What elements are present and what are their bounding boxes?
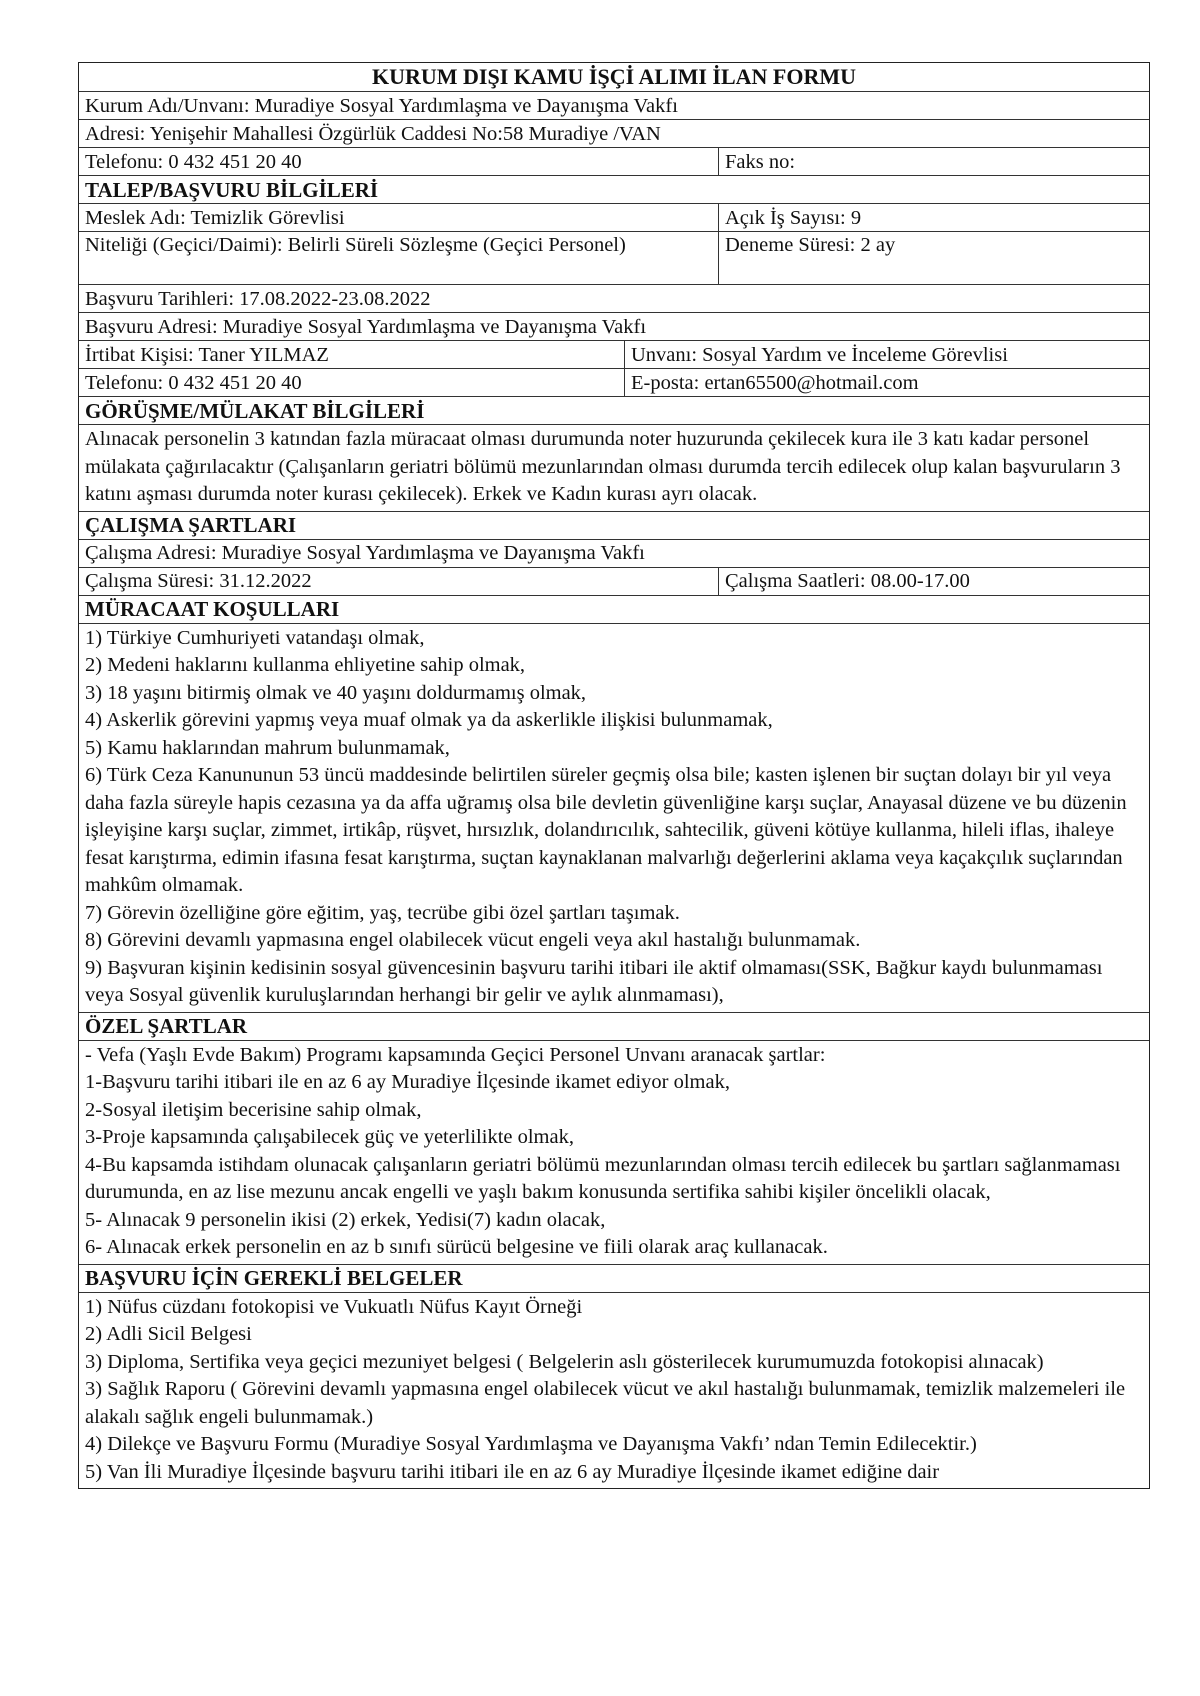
conditions-row [79, 624, 1149, 1013]
special-item: 4-Bu kapsamda istihdam olunacak çalışanların geriatri bölümü mezunlarından olması tercih edilecek bu şartları sağlanmaması durumunda, en az lise mezunu ancak engelli ve yaşlı bakım konusunda sertifika sahibi kişiler öncelikli olacak, [85, 1153, 1121, 1203]
document-item: 1) Nüfus cüzdanı fotokopisi ve Vukuatlı Nüfus Kayıt Örneği [85, 1295, 583, 1318]
special-item: 2-Sosyal iletişim becerisine sahip olmak, [85, 1098, 422, 1121]
address-row [79, 120, 1149, 148]
contact-phone-row [79, 369, 1149, 397]
special-item: 1-Başvuru tarihi itibari ile en az 6 ay Muradiye İlçesinde ikamet ediyor olmak, [85, 1071, 730, 1093]
probation-period: Deneme Süresi: 2 ay [718, 232, 1149, 284]
conditions-heading-row [79, 596, 1149, 624]
document-item: 5) Van İli Muradiye İlçesinde başvuru tarihi itibari ile en az 6 ay Muradiye İlçesinde ikamet ediğine dair [85, 1460, 940, 1483]
open-jobs-count: Açık İş Sayısı: 9 [718, 204, 1149, 231]
documents-list [79, 1293, 1149, 1489]
special-row [79, 1041, 1149, 1265]
institution-phone: Telefonu: 0 432 451 20 40 [85, 150, 302, 173]
dates-row [79, 285, 1149, 313]
special-item: - Vefa (Yaşlı Evde Bakım) Programı kapsamında Geçici Personel Unvanı aranacak şartlar: [85, 1043, 826, 1066]
employment-nature: Niteliği (Geçici/Daimi): Belirli Süreli Sözleşme (Geçici Personel) [85, 234, 626, 256]
application-address: Başvuru Adresi: Muradiye Sosyal Yardımlaşma ve Dayanışma Vakfı [85, 315, 647, 338]
apply-address-row [79, 313, 1149, 341]
application-heading: TALEP/BAŞVURU BİLGİLERİ [85, 177, 379, 202]
work-hours: Çalışma Saatleri: 08.00-17.00 [718, 568, 1149, 595]
special-heading-row [79, 1013, 1149, 1041]
phone-fax-row [79, 148, 1149, 176]
interview-heading: GÖRÜŞME/MÜLAKAT BİLGİLERİ [85, 398, 425, 423]
institution-row [79, 92, 1149, 120]
interview-heading-row [79, 397, 1149, 425]
condition-item: 3) 18 yaşını bitirmiş olmak ve 40 yaşını doldurmamış olmak, [85, 681, 587, 704]
documents-heading: BAŞVURU İÇİN GEREKLİ BELGELER [85, 1266, 463, 1290]
form-title-row [79, 63, 1149, 92]
contact-person: İrtibat Kişisi: Taner YILMAZ [85, 343, 329, 366]
condition-item: 6) Türk Ceza Kanununun 53 üncü maddesinde belirtilen süreler geçmiş olsa bile; kasten işlenen bir suçtan dolayı bir yıl veya daha fazla süreyle hapis cezasına ya da affa uğramış olsa bile devletin güvenliğine karşı suçlar, Anayasal düzene ve bu düzenin işleyişine karşı suçlar, zimmet, irtikâp, rüşvet, hırsızlık, dolandırıcılık, sahtecilik, güveni kötüye kullanma, hileli iflas, ihaleye fesat karıştırma, edimin ifasına fesat karıştırma, suçtan kaynaklanan malvarlığı değerlerini aklama veya kaçakçılık suçlarından mahkûm olmamak. [85, 764, 1127, 896]
condition-item: 1) Türkiye Cumhuriyeti vatandaşı olmak, [85, 626, 425, 649]
conditions-heading: MÜRACAAT KOŞULLARI [85, 597, 340, 621]
nature-row [79, 232, 1149, 285]
interview-row [79, 425, 1149, 512]
work-heading-row [79, 512, 1149, 540]
condition-item: 5) Kamu haklarından mahrum bulunmamak, [85, 736, 450, 759]
occupation-row [79, 204, 1149, 232]
condition-item: 7) Görevin özelliğine göre eğitim, yaş, tecrübe gibi özel şartları taşımak. [85, 901, 680, 924]
special-item: 6- Alınacak erkek personelin en az b sınıfı sürücü belgesine ve fiili olarak araç kullanacak. [85, 1236, 828, 1258]
document-item: 3) Diploma, Sertifika veya geçici mezuniyet belgesi ( Belgelerin aslı gösterilecek kurumumuzda fotokopisi alınacak) [85, 1350, 1044, 1373]
work-address: Çalışma Adresi: Muradiye Sosyal Yardımlaşma ve Dayanışma Vakfı [85, 542, 645, 564]
contact-phone: Telefonu: 0 432 451 20 40 [85, 371, 302, 394]
occupation-name: Meslek Adı: Temizlik Görevlisi [85, 206, 345, 229]
work-address-row [79, 540, 1149, 568]
condition-item: 9) Başvuran kişinin kedisinin sosyal güvencesinin başvuru tarihi itibari ile aktif olmaması(SSK, Bağkur kaydı bulunmaması veya Sosyal güvenlik kuruluşlarından herhangi bir gelir ve aylık alınmaması), [85, 956, 1103, 1006]
contact-row [79, 341, 1149, 369]
application-dates: Başvuru Tarihleri: 17.08.2022-23.08.2022 [85, 287, 431, 310]
condition-item: 4) Askerlik görevini yapmış veya muaf olmak ya da askerlikle ilişkisi bulunmamak, [85, 709, 773, 731]
contact-email: E-posta: ertan65500@hotmail.com [624, 369, 1149, 396]
documents-heading-row [79, 1265, 1149, 1293]
institution-address: Adresi: Yenişehir Mahallesi Özgürlük Caddesi No:58 Muradiye /VAN [85, 122, 661, 145]
document-item: 3) Sağlık Raporu ( Görevini devamlı yapmasına engel olabilecek vücut ve akıl hastalığı bulunmamak, temizlik malzemeleri ile alakalı sağlık engeli bulunmamak.) [85, 1378, 1126, 1428]
interview-text: Alınacak personelin 3 katından fazla müracaat olması durumunda noter huzurunda çekilecek kura ile 3 katı kadar personel mülakata çağırılacaktır (Çalışanların geriatri bölümü mezunlarından olması durumda tercih edilecek olup kalan başvuruların 3 katını aşması durumda noter kurası çekilecek). Erkek ve Kadın kurası ayrı olacak. [85, 428, 1121, 505]
institution-name: Kurum Adı/Unvanı: Muradiye Sosyal Yardımlaşma ve Dayanışma Vakfı [85, 94, 678, 117]
work-heading: ÇALIŞMA ŞARTLARI [85, 513, 297, 537]
work-duration-row [79, 568, 1149, 596]
institution-fax: Faks no: [718, 148, 1149, 175]
special-item: 3-Proje kapsamında çalışabilecek güç ve yeterlilikte olmak, [85, 1126, 574, 1148]
contact-title: Unvanı: Sosyal Yardım ve İnceleme Görevlisi [624, 341, 1149, 368]
document-item: 4) Dilekçe ve Başvuru Formu (Muradiye Sosyal Yardımlaşma ve Dayanışma Vakfı’ ndan Temin Edilecektir.) [85, 1433, 977, 1455]
application-heading-row [79, 176, 1149, 204]
special-heading: ÖZEL ŞARTLAR [85, 1014, 248, 1038]
special-item: 5- Alınacak 9 personelin ikisi (2) erkek, Yedisi(7) kadın olacak, [85, 1208, 606, 1231]
conditions-list [79, 624, 1149, 1012]
condition-item: 2) Medeni haklarını kullanma ehliyetine sahip olmak, [85, 654, 526, 676]
work-duration: Çalışma Süresi: 31.12.2022 [85, 570, 312, 592]
documents-row [79, 1293, 1149, 1489]
form-title: KURUM DIŞI KAMU İŞÇİ ALIMI İLAN FORMU [371, 64, 857, 89]
document-item: 2) Adli Sicil Belgesi [85, 1323, 252, 1345]
job-announcement-form [78, 62, 1150, 1489]
condition-item: 8) Görevini devamlı yapmasına engel olabilecek vücut engeli veya akıl hastalığı bulunmamak. [85, 929, 861, 951]
special-list [79, 1041, 1149, 1264]
